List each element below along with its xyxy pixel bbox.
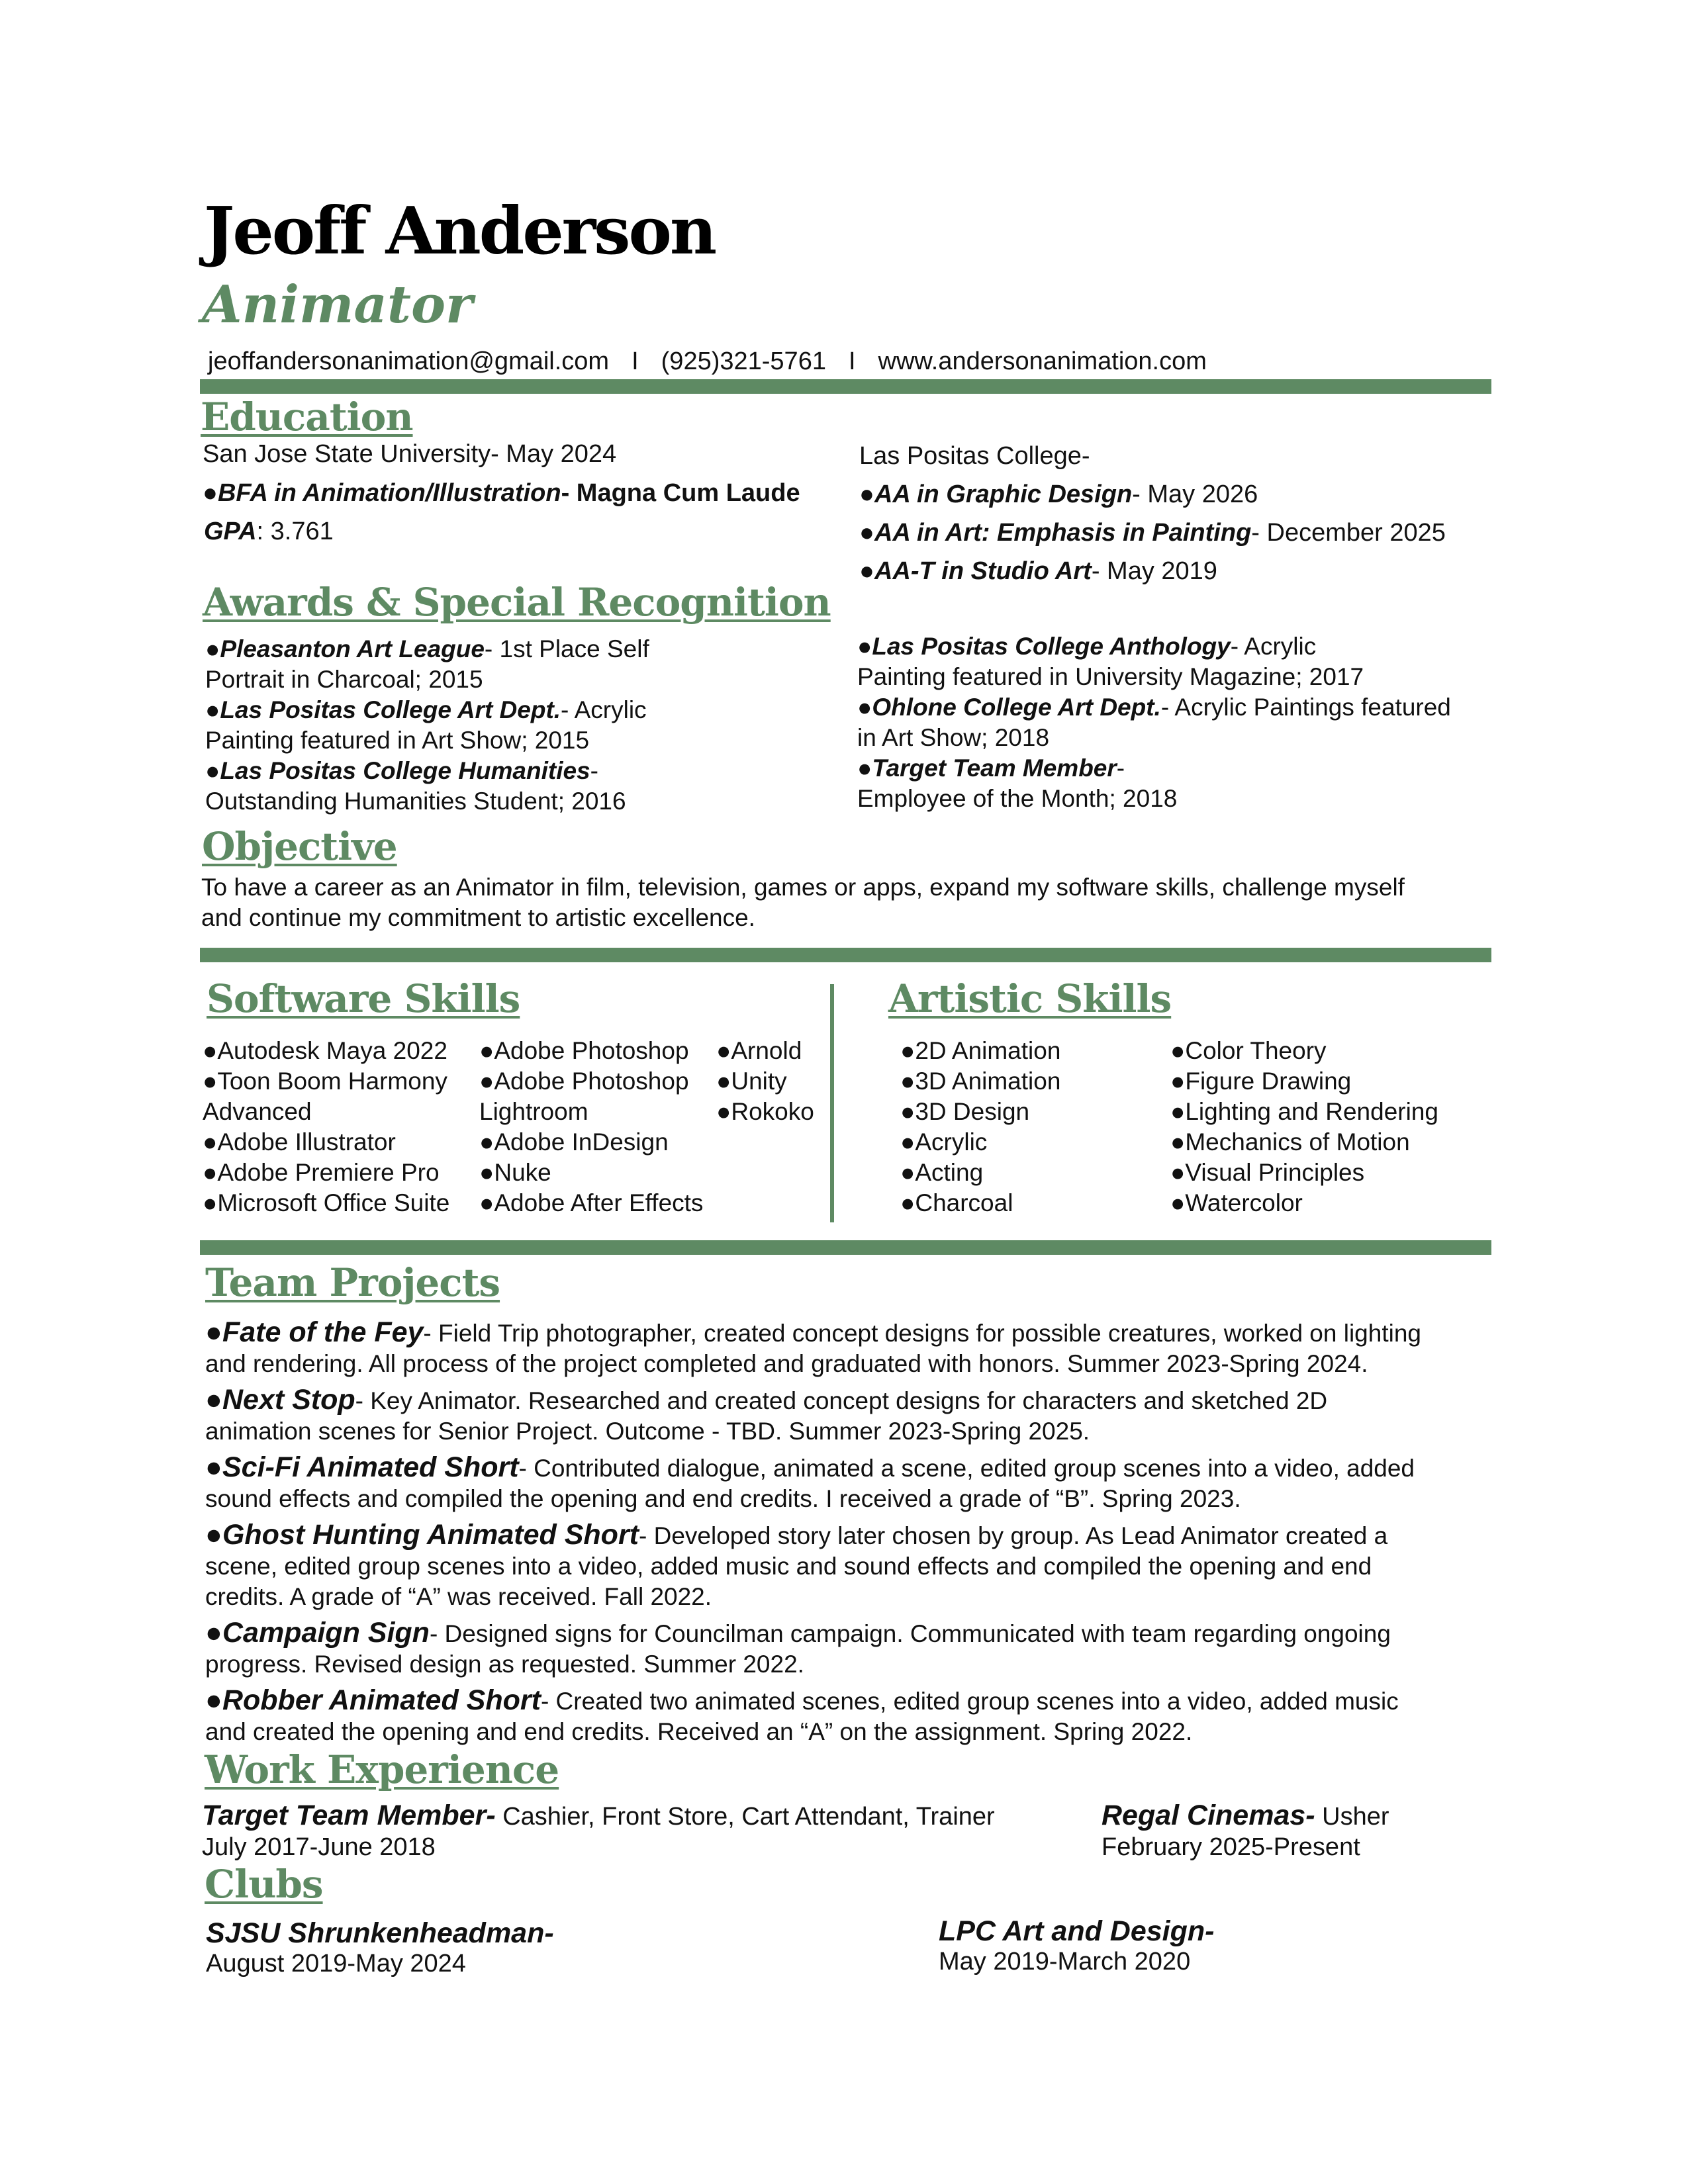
project-item: ●Campaign Sign- Designed signs for Councilman campaign. Communicated with team regarding ongoing progress. Revised design as requested. Summer 2022. <box>205 1617 1391 1678</box>
software-col-3: ●Arnold ●Unity ●Rokoko <box>716 1037 814 1125</box>
objective-text: To have a career as an Animator in film, television, games or apps, expand my software skills, challenge myself and continue my commitment to artistic excellence. <box>201 874 1405 931</box>
work-item-right: Regal Cinemas- Usher February 2025-Present <box>1102 1799 1389 1861</box>
project-item: ●Next Stop- Key Animator. Researched and created concept designs for characters and sketched 2D animation scenes for Senior Project. Outcome - TBD. Summer 2023-Spring 2025. <box>205 1384 1328 1445</box>
edu-degree-left: ●BFA in Animation/Illustration- Magna Cum Laude <box>203 479 800 507</box>
project-list <box>205 1317 1421 1747</box>
clubs-heading: Clubs <box>205 1862 323 1907</box>
email-link[interactable]: jeoffandersonanimation@gmail.com <box>208 347 610 375</box>
artistic-col-1: ●2D Animation ●3D Animation ●3D Design ●Acrylic ●Acting ●Charcoal <box>900 1037 1061 1216</box>
contact-separator: I <box>632 347 639 375</box>
project-item: ●Fate of the Fey- Field Trip photographer, created concept designs for possible creatures, worked on lighting and rendering. All process of the project completed and graduated with honors. Summer 2023-Spring 2024. <box>205 1316 1421 1377</box>
edu-school-left: San Jose State University- May 2024 <box>203 440 617 468</box>
award-item: ●Las Positas College Anthology- Acrylic Painting featured in University Magazine; 2017 ●Ohlone College Art Dept.- Acrylic Paintings featured in Art Show; 2018 ●Target Team Member- Employee of the Month; 2018 <box>857 633 1451 812</box>
software-skills-heading: Software Skills <box>207 976 520 1021</box>
skills-divider <box>200 1240 1491 1255</box>
objective-heading: Objective <box>202 824 397 869</box>
software-col-2: ●Adobe Photoshop ●Adobe Photoshop Lightroom ●Adobe InDesign ●Nuke ●Adobe After Effects <box>479 1037 704 1216</box>
artistic-col-2: ●Color Theory ●Figure Drawing ●Lighting and Rendering ●Mechanics of Motion ●Visual Principles ●Watercolor <box>1170 1037 1438 1216</box>
software-col-1: ●Autodesk Maya 2022 ●Toon Boom Harmony Advanced ●Adobe Illustrator ●Adobe Premiere Pro ●Microsoft Office Suite <box>203 1037 450 1216</box>
phone-number[interactable]: (925)321-5761 <box>661 347 826 375</box>
project-item: ●Sci-Fi Animated Short- Contributed dialogue, animated a scene, edited group scenes into a video, added sound effects and compiled the opening and end credits. I received a grade of “B”. Spring 2023. <box>205 1451 1415 1512</box>
header-divider <box>200 379 1491 394</box>
skills-vertical-divider <box>830 984 834 1222</box>
work-item-left: Target Team Member- Cashier, Front Store, Cart Attendant, Trainer July 2017-June 2018 <box>202 1799 995 1861</box>
edu-gpa: GPA: 3.761 <box>204 518 334 545</box>
contact-line <box>208 347 1207 376</box>
club-item-left: SJSU Shrunkenheadman- August 2019-May 2024 <box>206 1917 554 1978</box>
edu-item: ●AA in Art: Emphasis in Painting- December 2025 <box>859 519 1446 547</box>
work-experience-heading: Work Experience <box>205 1747 559 1792</box>
edu-school-right: Las Positas College- <box>859 442 1090 470</box>
team-projects-heading: Team Projects <box>205 1260 500 1305</box>
website-link[interactable]: www.andersonanimation.com <box>878 347 1207 375</box>
contact-separator: I <box>848 347 856 375</box>
award-item: ●Pleasanton Art League- 1st Place Self Portrait in Charcoal; 2015 ●Las Positas College Art Dept.- Acrylic Painting featured in Art Show; 2015 ●Las Positas College Humanities- Outstanding Humanities Student; 2016 <box>205 635 649 815</box>
project-item: ●Robber Animated Short- Created two animated scenes, edited group scenes into a video, added music and created the opening and end credits. Received an “A” on the assignment. Spring 2022. <box>205 1684 1399 1745</box>
edu-item: ●AA in Graphic Design- May 2026 <box>859 480 1258 508</box>
awards-heading: Awards & Special Recognition <box>203 580 831 625</box>
club-item-right: LPC Art and Design- May 2019-March 2020 <box>939 1915 1215 1976</box>
project-item: ●Ghost Hunting Animated Short- Developed story later chosen by group. As Lead Animator created a scene, edited group scenes into a video, added music and sound effects and compiled the opening and end credits. A grade of “A” was received. Fall 2022. <box>205 1519 1388 1610</box>
artistic-skills-heading: Artistic Skills <box>888 976 1172 1021</box>
objective-divider <box>200 948 1491 962</box>
edu-item: ●AA-T in Studio Art- May 2019 <box>859 557 1217 585</box>
education-heading: Education <box>201 394 413 439</box>
resume-name: Jeoff Anderson <box>204 193 716 269</box>
resume-role: Animator <box>202 275 473 335</box>
